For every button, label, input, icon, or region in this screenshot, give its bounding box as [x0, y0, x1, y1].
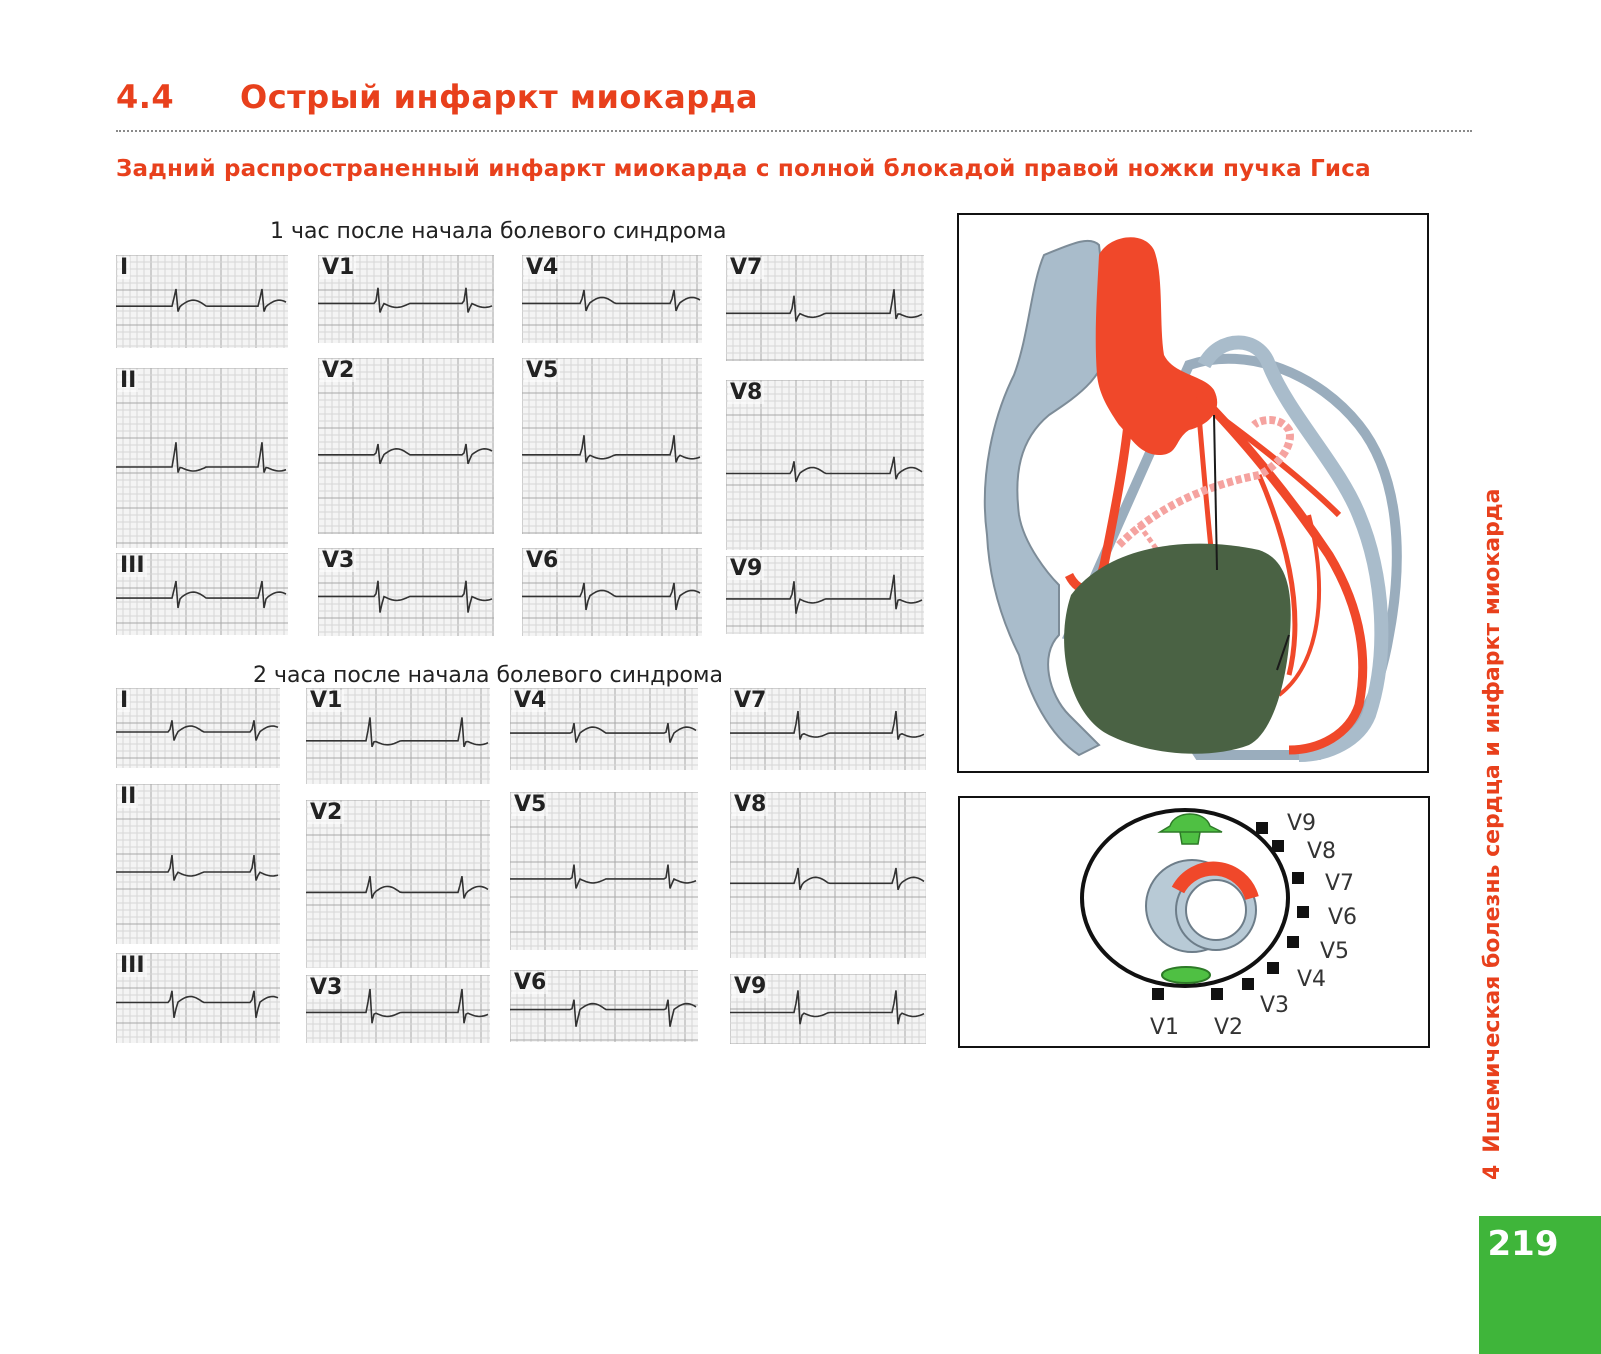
- electrode-label-v1: V1: [1150, 1015, 1180, 1040]
- ecg-2h-lead-i: [116, 688, 280, 768]
- lead-label: V7: [730, 255, 763, 280]
- title-rule: [116, 130, 1472, 132]
- infarct-zone: [1064, 544, 1291, 754]
- ecg-1h-lead-i: [116, 255, 288, 348]
- ecg-2h-lead-v5: [510, 792, 698, 950]
- ecg-2h-lead-iii: [116, 953, 280, 1043]
- lead-label: V6: [514, 970, 547, 995]
- ecg-1h-lead-v9: [726, 556, 924, 634]
- electrode-label-v8: V8: [1307, 839, 1337, 864]
- electrode-label-v4: V4: [1297, 967, 1327, 992]
- chapter-title: Ишемическая болезнь сердца и инфаркт миокарда: [1480, 488, 1505, 1153]
- chapter-number: 4: [1480, 1164, 1505, 1180]
- electrode-v9: [1256, 822, 1268, 834]
- electrode-v3: [1242, 978, 1254, 990]
- lead-label: I: [120, 688, 129, 713]
- electrode-label-v3: V3: [1260, 993, 1290, 1018]
- cross-section-diagram: [958, 796, 1430, 1048]
- ecg-2h-lead-v7: [730, 688, 926, 770]
- lead-label: III: [120, 953, 145, 978]
- ecg-1h-lead-v7: [726, 255, 924, 361]
- lead-label: V8: [734, 792, 767, 817]
- ecg-heading-2h: 2 часа после начала болевого синдрома: [253, 663, 724, 688]
- spine: [1160, 814, 1222, 844]
- electrode-label-v9: V9: [1287, 811, 1317, 836]
- electrode-v1: [1152, 988, 1164, 1000]
- electrode-v2: [1211, 988, 1223, 1000]
- ecg-2h-lead-v3: [306, 975, 490, 1043]
- lead-label: V4: [514, 688, 547, 713]
- electrode-v4: [1267, 962, 1279, 974]
- subtitle: Задний распространенный инфаркт миокарда с полной блокадой правой ножки пучка Гиса: [116, 156, 1371, 182]
- lead-label: V3: [322, 548, 355, 573]
- ecg-1h-lead-v8: [726, 380, 924, 550]
- ecg-heading-1h: 1 час после начала болевого синдрома: [270, 219, 727, 244]
- ecg-2h-lead-v2: [306, 800, 490, 968]
- lead-label: II: [120, 784, 137, 809]
- lead-label: I: [120, 255, 129, 280]
- lead-label: V9: [734, 974, 767, 999]
- lv-cavity: [1186, 880, 1246, 940]
- ecg-2h-lead-v4: [510, 688, 698, 770]
- lead-label: V4: [526, 255, 559, 280]
- electrode-v6: [1297, 906, 1309, 918]
- lead-label: V9: [730, 556, 763, 581]
- electrode-v8: [1272, 840, 1284, 852]
- lead-label: III: [120, 553, 145, 578]
- lead-label: II: [120, 368, 137, 393]
- electrode-label-v5: V5: [1320, 939, 1350, 964]
- ecg-1h-lead-v1: [318, 255, 494, 343]
- lead-label: V5: [514, 792, 547, 817]
- section-number: 4.4: [116, 78, 175, 116]
- ecg-1h-lead-v2: [318, 358, 494, 534]
- lead-label: V1: [322, 255, 355, 280]
- page-number-tab: [1479, 1216, 1601, 1354]
- electrode-label-v6: V6: [1328, 905, 1358, 930]
- lead-label: V8: [730, 380, 763, 405]
- lead-label: V5: [526, 358, 559, 383]
- lead-label: V7: [734, 688, 767, 713]
- lead-label: V1: [310, 688, 343, 713]
- electrode-v7: [1292, 872, 1304, 884]
- ecg-1h-lead-ii: [116, 368, 288, 548]
- section-title: Острый инфаркт миокарда: [240, 78, 759, 116]
- ecg-2h-lead-ii: [116, 784, 280, 944]
- heart-diagram: [957, 213, 1429, 773]
- ecg-1h-lead-v4: [522, 255, 702, 343]
- electrode-v5: [1287, 936, 1299, 948]
- page-number: 219: [1487, 1224, 1559, 1264]
- ecg-1h-lead-iii: [116, 553, 288, 635]
- sternum: [1162, 967, 1210, 983]
- ecg-1h-lead-v3: [318, 548, 494, 636]
- lead-label: V2: [310, 800, 343, 825]
- electrode-label-v7: V7: [1325, 871, 1355, 896]
- ecg-2h-lead-v8: [730, 792, 926, 958]
- ecg-2h-lead-v9: [730, 974, 926, 1044]
- lead-label: V3: [310, 975, 343, 1000]
- lead-label: V6: [526, 548, 559, 573]
- ecg-2h-lead-v6: [510, 970, 698, 1042]
- chapter-side-title: [1480, 489, 1505, 1181]
- ecg-1h-lead-v5: [522, 358, 702, 534]
- lead-label: V2: [322, 358, 355, 383]
- ecg-1h-lead-v6: [522, 548, 702, 636]
- electrode-label-v2: V2: [1214, 1015, 1244, 1040]
- ecg-2h-lead-v1: [306, 688, 490, 784]
